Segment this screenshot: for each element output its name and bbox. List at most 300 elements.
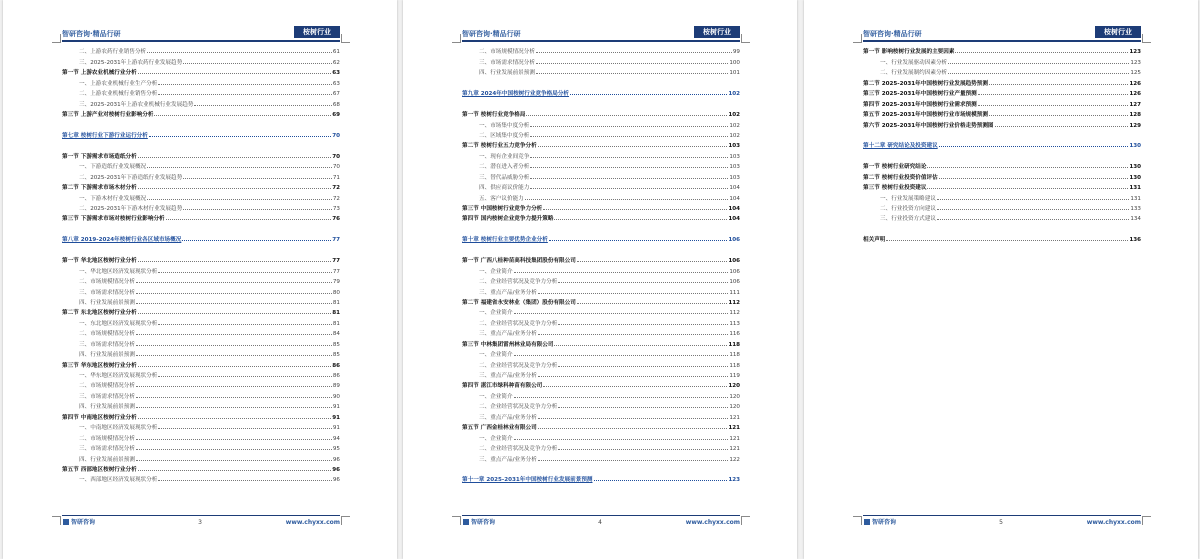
toc-subsection-entry[interactable] xyxy=(462,348,740,358)
toc-entry-title: 五、客户议价能力 xyxy=(479,195,524,202)
toc-chapter-entry[interactable] xyxy=(462,233,740,243)
toc-dot-leader xyxy=(166,219,332,220)
toc-dot-leader xyxy=(138,261,332,262)
toc-dot-leader xyxy=(554,219,727,220)
toc-section-entry[interactable] xyxy=(462,108,740,118)
toc-page-number: 130 xyxy=(1129,143,1141,150)
toc-entry-title: 第十章 桉树行业主要优势企业分析 xyxy=(462,237,548,244)
toc-dot-leader xyxy=(538,146,728,147)
toc-entry-title: 第二节 桉树行业投资价值评估 xyxy=(863,174,938,181)
toc-subsection-entry[interactable] xyxy=(462,45,740,55)
toc-entry-title: 第四节 2025-2031年中国桉树行业需求预测 xyxy=(863,101,977,108)
footer-logo-text: 智研咨询 xyxy=(471,519,496,526)
toc-subsection-entry[interactable] xyxy=(62,97,340,107)
toc-entry-title: 第六节 2025-2031年中国桉树行业价格走势预测图 xyxy=(863,122,994,129)
toc-entry-title: 第九章 2024年中国桉树行业竞争格局分析 xyxy=(462,91,570,98)
toc-dot-leader xyxy=(558,282,728,283)
toc-subsection-entry[interactable] xyxy=(62,76,340,86)
toc-page-number: 103 xyxy=(729,153,740,160)
toc-dot-leader xyxy=(514,272,729,273)
toc-entry-title: 一、华东地区经济发展现状分析 xyxy=(79,373,158,379)
toc-dot-leader xyxy=(136,334,332,335)
toc-entry-title: 三、重点产品/业务分析 xyxy=(479,289,537,296)
toc-entry-title: 相关声明 xyxy=(863,237,886,244)
toc-page-number: 94 xyxy=(332,435,340,442)
toc-dot-leader xyxy=(538,418,728,419)
toc-page-number: 136 xyxy=(1129,237,1141,244)
toc-page-number: 118 xyxy=(729,362,740,369)
toc-subsection-entry[interactable] xyxy=(462,66,740,76)
toc-subsection-entry[interactable] xyxy=(462,327,740,337)
toc-entry-title: 一、企业简介 xyxy=(479,352,513,359)
toc-subsection-entry[interactable] xyxy=(462,285,740,295)
toc-gap xyxy=(462,463,740,473)
toc-page-number: 102 xyxy=(729,132,740,139)
toc-dot-leader xyxy=(138,366,332,367)
toc-section-entry[interactable] xyxy=(462,254,740,264)
toc-page-number: 103 xyxy=(728,143,740,150)
toc-page-number: 104 xyxy=(728,206,740,212)
toc-dot-leader xyxy=(154,115,331,116)
toc-page-number: 133 xyxy=(1130,206,1141,212)
toc-section-entry[interactable] xyxy=(62,410,340,420)
toc-page-number: 70 xyxy=(332,153,340,160)
toc-dot-leader xyxy=(594,480,728,481)
toc-entry-title: 二、上游农业机械行业销售分析 xyxy=(79,91,158,98)
footer-logo-text: 智研咨询 xyxy=(872,519,897,526)
toc-page-number: 126 xyxy=(1129,80,1141,87)
toc-chapter-entry[interactable] xyxy=(62,233,340,243)
toc-dot-leader xyxy=(955,52,1128,53)
toc-section-entry[interactable] xyxy=(462,337,740,347)
toc-subsection-entry[interactable] xyxy=(62,442,340,452)
toc-section-entry[interactable] xyxy=(62,254,340,264)
toc-subsection-entry[interactable] xyxy=(462,191,740,201)
toc-dot-leader xyxy=(558,324,728,325)
toc-page-number: 72 xyxy=(332,195,340,202)
toc-entry-title: 第一节 广西八桂种苗高科技集团股份有限公司 xyxy=(462,258,576,265)
toc-dot-leader xyxy=(536,52,732,53)
toc-subsection-entry[interactable] xyxy=(62,87,340,97)
toc-dot-leader xyxy=(558,449,728,450)
toc-page-number: 120 xyxy=(728,383,740,390)
toc-section-entry[interactable] xyxy=(462,421,740,431)
toc-dot-leader xyxy=(995,126,1129,127)
toc-subsection-entry[interactable] xyxy=(462,410,740,420)
toc-entry-title: 二、市场规模情况分析 xyxy=(79,435,135,442)
toc-entry-title: 第三节 2025-2031年中国桉树行业产量预测 xyxy=(863,91,977,98)
toc-dot-leader xyxy=(514,397,729,398)
toc-page-number: 81 xyxy=(332,320,340,327)
toc-page-number: 120 xyxy=(729,393,740,400)
toc-dot-leader xyxy=(147,199,332,200)
document-page-5 xyxy=(804,0,1198,559)
toc-entry-title: 第八章 2019-2024年桉树行业各区域市场概况 xyxy=(62,237,182,244)
toc-subsection-entry[interactable] xyxy=(62,421,340,431)
toc-subsection-entry[interactable] xyxy=(62,473,340,483)
toc-page-number: 131 xyxy=(1130,195,1141,202)
toc-page-number: 101 xyxy=(729,70,740,77)
toc-chapter-entry[interactable] xyxy=(462,87,740,97)
toc-entry-title: 二、2025-2031年下游木材行业发展趋势 xyxy=(79,206,183,212)
toc-entry-title: 三、替代品威胁分析 xyxy=(479,174,530,181)
footer-rule xyxy=(863,515,1141,516)
toc-section-entry[interactable] xyxy=(863,108,1141,118)
toc-section-entry[interactable] xyxy=(462,296,740,306)
toc-section-entry[interactable] xyxy=(62,463,340,473)
toc-subsection-entry[interactable] xyxy=(863,55,1141,65)
toc-subsection-entry[interactable] xyxy=(462,389,740,399)
toc-entry-title: 二、企业经营状况及竞争力分析 xyxy=(479,446,558,453)
toc-dot-leader xyxy=(948,73,1129,74)
toc-section-entry[interactable] xyxy=(863,97,1141,107)
toc-page-number: 96 xyxy=(332,466,340,473)
toc-subsection-entry[interactable] xyxy=(462,275,740,285)
toc-dot-leader xyxy=(937,209,1129,210)
toc-dot-leader xyxy=(158,376,332,377)
toc-dot-leader xyxy=(536,63,728,64)
toc-dot-leader xyxy=(136,449,332,450)
toc-page-number: 103 xyxy=(729,164,740,171)
footer-rule xyxy=(462,515,740,516)
toc-dot-leader xyxy=(530,167,728,168)
toc-page-number: 130 xyxy=(1129,174,1141,181)
toc-page-number: 67 xyxy=(332,91,340,98)
toc-subsection-entry[interactable] xyxy=(62,45,340,55)
header-rule xyxy=(62,40,340,42)
toc-page-number: 125 xyxy=(1130,70,1141,77)
toc-subsection-entry[interactable] xyxy=(462,306,740,316)
toc-subsection-entry[interactable] xyxy=(462,431,740,441)
toc-subsection-entry[interactable] xyxy=(62,316,340,326)
toc-entry-title: 第四节 湛江市绿科种苗有限公司 xyxy=(462,383,543,390)
toc-section-entry[interactable] xyxy=(863,118,1141,128)
document-page-3 xyxy=(3,0,397,559)
toc-subsection-entry[interactable] xyxy=(462,442,740,452)
toc-chapter-entry[interactable] xyxy=(462,473,740,483)
toc-section-entry[interactable] xyxy=(462,379,740,389)
toc-page-number: 68 xyxy=(332,101,340,108)
toc-subsection-entry[interactable] xyxy=(462,181,740,191)
toc-gap xyxy=(863,129,1141,139)
page-number: 5 xyxy=(999,519,1003,526)
toc-subsection-entry[interactable] xyxy=(62,264,340,274)
toc-page-number: 121 xyxy=(728,425,740,432)
toc-dot-leader xyxy=(138,157,332,158)
toc-entry-title: 一、企业简介 xyxy=(479,268,513,275)
toc-subsection-entry[interactable] xyxy=(62,191,340,201)
toc-page-number: 130 xyxy=(1129,164,1141,171)
crop-mark xyxy=(341,34,350,43)
toc-page-number: 118 xyxy=(728,341,740,348)
toc-gap xyxy=(863,222,1141,232)
toc-page-number: 84 xyxy=(332,331,340,338)
toc-entry-title: 四、行业发展前景预测 xyxy=(79,404,135,411)
toc-dot-leader xyxy=(989,115,1128,116)
toc-entry-title: 三、市场需求情况分析 xyxy=(79,393,135,400)
toc-gap xyxy=(62,243,340,253)
toc-dot-leader xyxy=(526,115,727,116)
toc-page-number: 85 xyxy=(332,341,340,348)
toc-entry-title: 第三节 桉树行业投资建议 xyxy=(863,185,927,192)
toc-page-number: 70 xyxy=(332,132,340,139)
toc-subsection-entry[interactable] xyxy=(863,202,1141,212)
toc-dot-leader xyxy=(149,136,331,137)
toc-entry-title: 一、下游造纸行业发展概况 xyxy=(79,164,147,171)
toc-subsection-entry[interactable] xyxy=(62,400,340,410)
toc-entry-title: 四、供应商议价能力 xyxy=(479,185,530,192)
toc-subsection-entry[interactable] xyxy=(62,170,340,180)
toc-entry-title: 第二节 东北地区桉树行业分析 xyxy=(62,310,137,317)
toc-entry-title: 四、行业发展前景预测 xyxy=(479,70,535,77)
page-number: 3 xyxy=(198,519,202,526)
toc-entry-title: 第二节 桉树行业五力竞争分析 xyxy=(462,143,537,150)
toc-page-number: 95 xyxy=(332,446,340,453)
toc-gap xyxy=(462,222,740,232)
toc-entry-title: 二、市场规模情况分析 xyxy=(79,383,135,390)
toc-dot-leader xyxy=(886,240,1128,241)
toc-page-number: 70 xyxy=(332,164,340,171)
toc-dot-leader xyxy=(136,303,332,304)
crop-mark xyxy=(452,34,461,43)
toc-entry-title: 第二节 福建省永安林业（集团）股份有限公司 xyxy=(462,299,576,306)
toc-page-number: 81 xyxy=(332,310,340,317)
toc-subsection-entry[interactable] xyxy=(462,316,740,326)
toc-page-number: 106 xyxy=(728,258,740,265)
toc-section-entry[interactable] xyxy=(62,212,340,222)
toc-page-number: 119 xyxy=(729,373,740,379)
toc-section-entry[interactable] xyxy=(863,233,1141,243)
toc-subsection-entry[interactable] xyxy=(462,369,740,379)
toc-dot-leader xyxy=(570,94,727,95)
toc-subsection-entry[interactable] xyxy=(462,129,740,139)
toc-dot-leader xyxy=(538,376,728,377)
toc-page-number: 116 xyxy=(729,331,740,338)
toc-entry-title: 第三节 中林集团雷州林业局有限公司 xyxy=(462,341,554,348)
toc-section-entry[interactable] xyxy=(863,170,1141,180)
toc-page-number: 96 xyxy=(332,456,340,463)
toc-page-number: 118 xyxy=(729,352,740,359)
toc-entry-title: 二、企业经营状况及竞争力分析 xyxy=(479,404,558,411)
toc-section-entry[interactable] xyxy=(62,108,340,118)
toc-section-entry[interactable] xyxy=(863,76,1141,86)
toc-entry-title: 三、重点产品/业务分析 xyxy=(479,373,537,379)
toc-page-number: 90 xyxy=(332,393,340,400)
toc-dot-leader xyxy=(183,209,332,210)
toc-page-number: 96 xyxy=(332,477,340,484)
toc-section-entry[interactable] xyxy=(62,181,340,191)
toc-page-number: 86 xyxy=(332,362,340,369)
toc-page-number: 127 xyxy=(1129,101,1141,108)
toc-gap xyxy=(863,149,1141,159)
header-rule xyxy=(462,40,740,42)
toc-entry-title: 三、市场需求情况分析 xyxy=(79,341,135,348)
toc-subsection-entry[interactable] xyxy=(62,296,340,306)
toc-subsection-entry[interactable] xyxy=(62,202,340,212)
footer-url[interactable]: www.chyxx.com xyxy=(685,519,740,526)
header-rule xyxy=(863,40,1141,42)
toc-entry-title: 一、企业简介 xyxy=(479,435,513,442)
toc-subsection-entry[interactable] xyxy=(462,358,740,368)
crop-mark xyxy=(741,34,750,43)
toc-page-number: 128 xyxy=(1129,112,1141,119)
toc-subsection-entry[interactable] xyxy=(62,160,340,170)
toc-gap xyxy=(462,243,740,253)
toc-entry-title: 二、市场规模情况分析 xyxy=(79,279,135,286)
toc-entry-title: 二、行业发展制约因素分析 xyxy=(880,70,948,77)
toc-entry-title: 二、企业经营状况及竞争力分析 xyxy=(479,320,558,327)
toc-section-entry[interactable] xyxy=(62,306,340,316)
toc-chapter-entry[interactable] xyxy=(863,139,1141,149)
toc-page-number: 106 xyxy=(729,268,740,275)
toc-subsection-entry[interactable] xyxy=(62,285,340,295)
toc-dot-leader xyxy=(138,470,332,471)
toc-subsection-entry[interactable] xyxy=(863,191,1141,201)
toc-entry-title: 第五节 2025-2031年中国桉树行业市场规模预测 xyxy=(863,112,988,119)
toc-section-entry[interactable] xyxy=(462,139,740,149)
toc-subsection-entry[interactable] xyxy=(462,55,740,65)
toc-entry-title: 二、企业经营状况及竞争力分析 xyxy=(479,362,558,369)
toc-entry-title: 第三节 华东地区桉树行业分析 xyxy=(62,362,137,369)
toc-section-entry[interactable] xyxy=(462,212,740,222)
toc-page-number: 100 xyxy=(729,59,740,66)
toc-entry-title: 一、东北地区经济发展现状分析 xyxy=(79,320,158,327)
toc-gap xyxy=(462,76,740,86)
toc-dot-leader xyxy=(136,282,332,283)
document-page-4 xyxy=(403,0,797,559)
toc-dot-leader xyxy=(514,313,729,314)
toc-dot-leader xyxy=(136,439,332,440)
toc-chapter-entry[interactable] xyxy=(62,129,340,139)
toc-dot-leader xyxy=(558,407,728,408)
toc-subsection-entry[interactable] xyxy=(462,149,740,159)
toc-list xyxy=(462,45,740,483)
toc-entry-title: 第三节 上游产业对桉树行业影响分析 xyxy=(62,112,154,119)
toc-dot-leader xyxy=(136,355,332,356)
toc-subsection-entry[interactable] xyxy=(62,389,340,399)
toc-page-number: 102 xyxy=(729,122,740,129)
toc-entry-title: 一、上游农业机械行业生产分析 xyxy=(79,80,158,87)
toc-dot-leader xyxy=(136,460,332,461)
toc-page-number: 69 xyxy=(332,112,340,119)
toc-dot-leader xyxy=(138,418,332,419)
toc-entry-title: 二、上游农药行业销售分析 xyxy=(79,49,147,56)
toc-dot-leader xyxy=(514,439,729,440)
toc-gap xyxy=(462,97,740,107)
toc-entry-title: 第十二章 研究结论及投资建议 xyxy=(863,143,938,150)
toc-entry-title: 第一节 上游农业机械行业分析 xyxy=(62,70,137,77)
toc-page-number: 102 xyxy=(728,91,740,98)
toc-page-number: 62 xyxy=(332,59,340,66)
toc-subsection-entry[interactable] xyxy=(62,337,340,347)
toc-section-entry[interactable] xyxy=(863,160,1141,170)
toc-subsection-entry[interactable] xyxy=(863,212,1141,222)
footer-logo-text: 智研咨询 xyxy=(71,519,96,526)
toc-gap xyxy=(62,222,340,232)
toc-dot-leader xyxy=(183,63,332,64)
toc-dot-leader xyxy=(136,345,332,346)
toc-page-number: 72 xyxy=(332,185,340,192)
toc-section-entry[interactable] xyxy=(863,87,1141,97)
toc-subsection-entry[interactable] xyxy=(62,275,340,285)
header-tag: 桉树行业 xyxy=(294,26,340,38)
toc-section-entry[interactable] xyxy=(62,66,340,76)
toc-page-number: 76 xyxy=(332,216,340,223)
toc-dot-leader xyxy=(138,73,332,74)
toc-entry-title: 一、行业发展驱动因素分析 xyxy=(880,59,948,66)
toc-entry-title: 三、市场需求情况分析 xyxy=(79,446,135,453)
toc-page-number: 123 xyxy=(1129,49,1141,56)
toc-page-number: 63 xyxy=(332,80,340,87)
header-tag: 桉树行业 xyxy=(694,26,740,38)
toc-page-number: 61 xyxy=(332,49,340,56)
toc-subsection-entry[interactable] xyxy=(62,327,340,337)
toc-dot-leader xyxy=(136,293,332,294)
toc-entry-title: 第五节 广西金桂林业有限公司 xyxy=(462,425,537,432)
toc-entry-title: 三、市场需求情况分析 xyxy=(479,59,535,66)
toc-dot-leader xyxy=(158,324,332,325)
toc-subsection-entry[interactable] xyxy=(462,264,740,274)
toc-page-number: 77 xyxy=(332,258,340,265)
toc-page-number: 104 xyxy=(729,185,740,192)
toc-entry-title: 第四节 中南地区桉树行业分析 xyxy=(62,414,137,421)
toc-section-entry[interactable] xyxy=(62,149,340,159)
toc-subsection-entry[interactable] xyxy=(462,118,740,128)
toc-dot-leader xyxy=(158,428,332,429)
toc-page-number: 112 xyxy=(728,299,740,306)
toc-subsection-entry[interactable] xyxy=(462,160,740,170)
toc-subsection-entry[interactable] xyxy=(62,431,340,441)
toc-dot-leader xyxy=(183,178,332,179)
toc-subsection-entry[interactable] xyxy=(462,170,740,180)
toc-dot-leader xyxy=(530,136,728,137)
toc-page-number: 73 xyxy=(332,206,340,212)
toc-page-number: 134 xyxy=(1130,216,1141,223)
toc-entry-title: 一、华北地区经济发展现状分析 xyxy=(79,268,158,275)
toc-page-number: 120 xyxy=(729,404,740,411)
toc-dot-leader xyxy=(978,94,1129,95)
toc-page-number: 126 xyxy=(1129,91,1141,98)
toc-subsection-entry[interactable] xyxy=(62,452,340,462)
toc-subsection-entry[interactable] xyxy=(62,348,340,358)
toc-subsection-entry[interactable] xyxy=(62,55,340,65)
toc-gap xyxy=(62,139,340,149)
toc-subsection-entry[interactable] xyxy=(462,452,740,462)
toc-entry-title: 一、下游木材行业发展概况 xyxy=(79,195,147,202)
toc-dot-leader xyxy=(138,188,332,189)
toc-subsection-entry[interactable] xyxy=(62,379,340,389)
toc-section-entry[interactable] xyxy=(462,202,740,212)
toc-subsection-entry[interactable] xyxy=(462,400,740,410)
toc-dot-leader xyxy=(939,146,1129,147)
footer-url[interactable]: www.chyxx.com xyxy=(285,519,340,526)
toc-section-entry[interactable] xyxy=(863,181,1141,191)
toc-dot-leader xyxy=(530,188,728,189)
toc-section-entry[interactable] xyxy=(863,45,1141,55)
toc-page-number: 112 xyxy=(729,310,740,317)
toc-dot-leader xyxy=(158,94,332,95)
footer-url[interactable]: www.chyxx.com xyxy=(1086,519,1141,526)
toc-subsection-entry[interactable] xyxy=(62,369,340,379)
toc-dot-leader xyxy=(549,240,727,241)
toc-subsection-entry[interactable] xyxy=(863,66,1141,76)
toc-page-number: 71 xyxy=(332,174,340,181)
toc-dot-leader xyxy=(937,199,1129,200)
toc-gap xyxy=(62,118,340,128)
toc-section-entry[interactable] xyxy=(62,358,340,368)
toc-page-number: 79 xyxy=(332,279,340,286)
toc-page-number: 122 xyxy=(729,456,740,463)
